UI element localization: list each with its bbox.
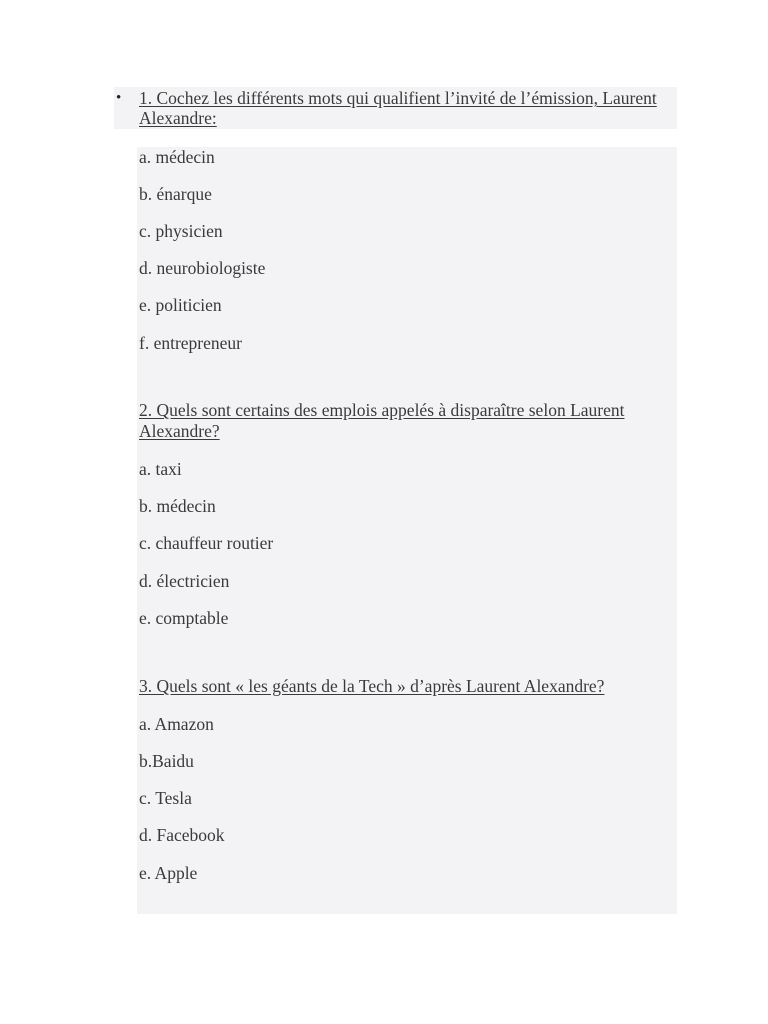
q3-option-e: e. Apple <box>139 863 198 883</box>
bullet-marker: • <box>116 90 122 106</box>
q1-option-e: e. politicien <box>139 295 222 315</box>
q2-option-b: b. médecin <box>139 496 216 516</box>
q3-option-d: d. Facebook <box>139 825 225 845</box>
question-2-text: 2. Quels sont certains des emplois appelés à disparaître selon Laurent Alexandre? <box>139 400 625 441</box>
q3-option-c: c. Tesla <box>139 788 192 808</box>
q3-option-a: a. Amazon <box>139 714 214 734</box>
q1-option-d: d. neurobiologiste <box>139 258 266 278</box>
question-1-text: 1. Cochez les différents mots qui qualifient l’invité de l’émission, Laurent Alexandre: <box>139 88 657 128</box>
q2-option-c: c. chauffeur routier <box>139 533 274 553</box>
q2-option-d: d. électricien <box>139 571 230 591</box>
questions-panel <box>137 147 677 914</box>
q1-option-f: f. entrepreneur <box>139 333 242 353</box>
question-3-text: 3. Quels sont « les géants de la Tech » d’après Laurent Alexandre? <box>139 676 605 696</box>
q1-option-c: c. physicien <box>139 221 223 241</box>
q1-option-a: a. médecin <box>139 147 215 167</box>
q3-option-b: b.Baidu <box>139 751 194 771</box>
q1-option-b: b. énarque <box>139 184 212 204</box>
q2-option-e: e. comptable <box>139 608 229 628</box>
q2-option-a: a. taxi <box>139 459 182 479</box>
question-1-header <box>114 87 677 129</box>
